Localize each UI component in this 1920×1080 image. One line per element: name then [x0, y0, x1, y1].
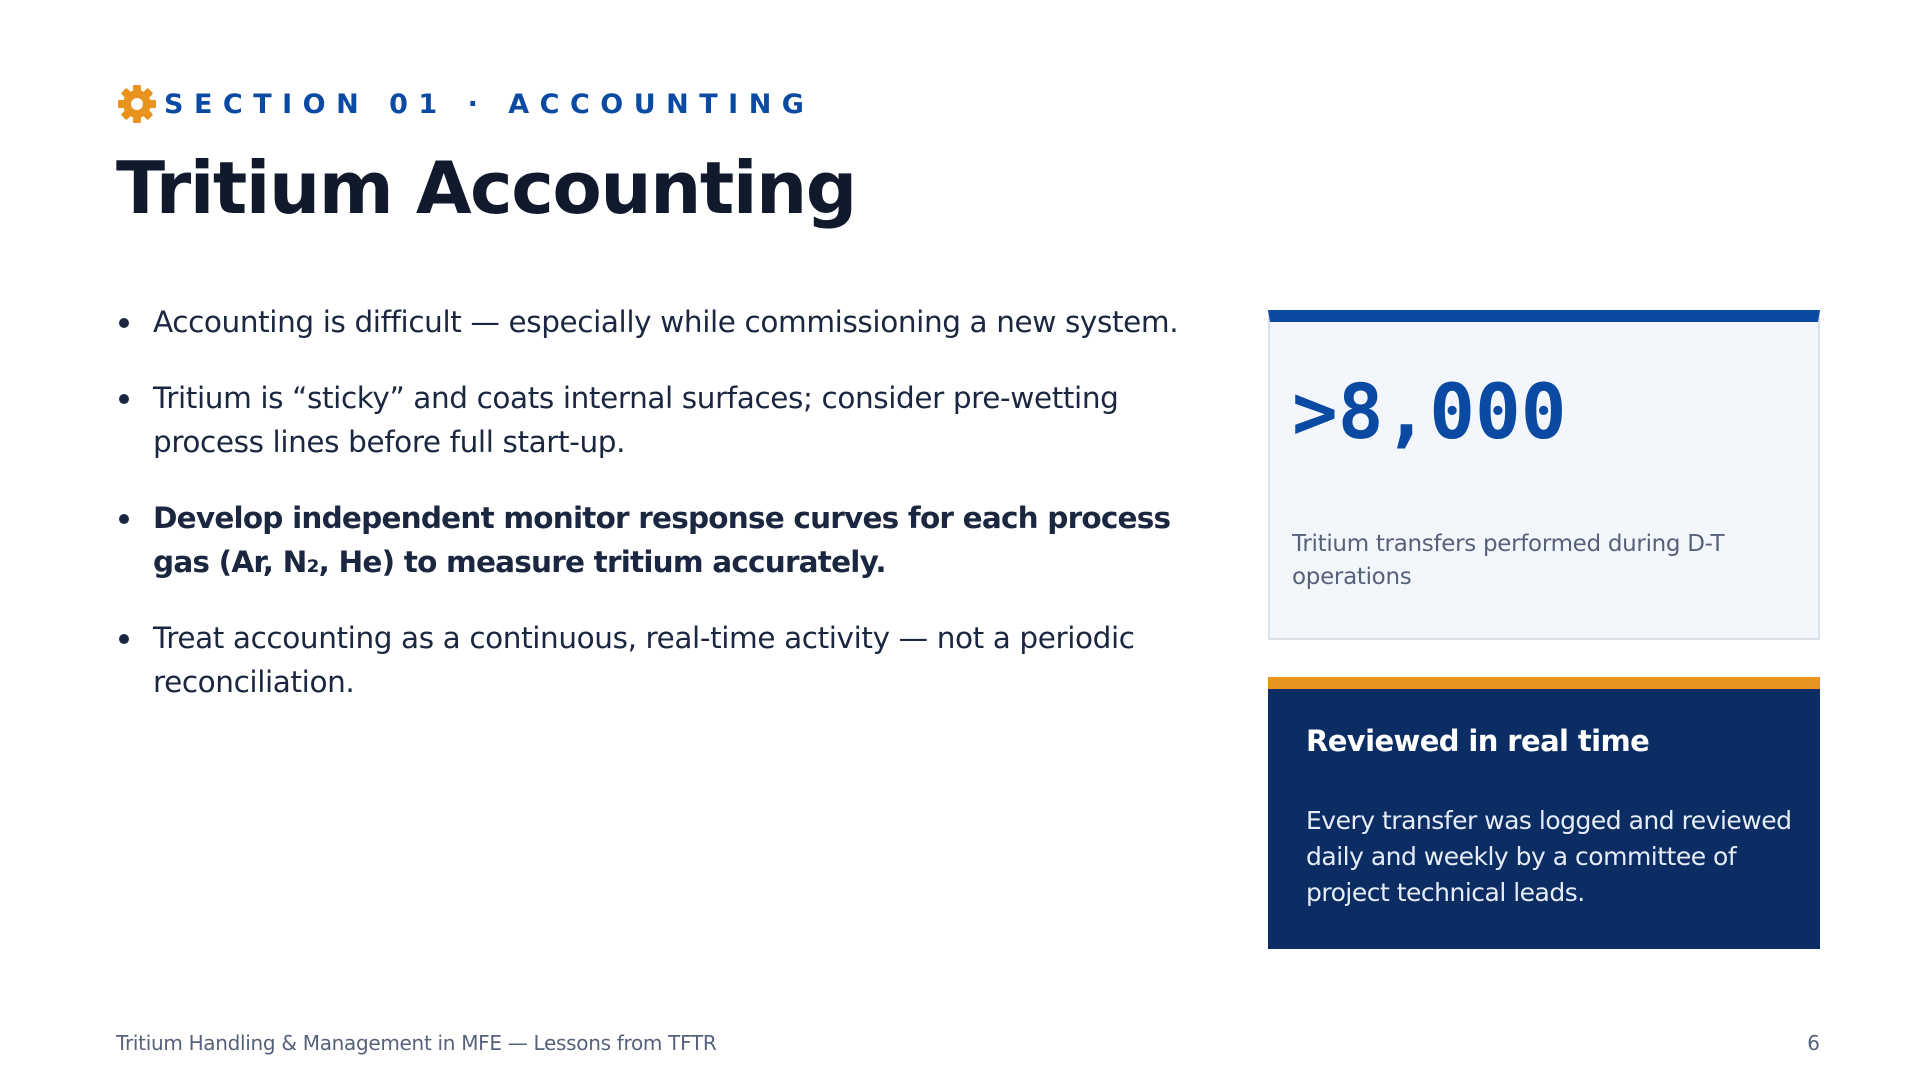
- stat-card: [1268, 310, 1820, 640]
- note-heading: Reviewed in real time: [1306, 724, 1650, 758]
- stat-value: >8,000: [1292, 367, 1567, 456]
- bullet-item-highlight: Develop independent monitor response curves for each process gas (Ar, N₂, He) to measure tritium accurately.: [116, 496, 1186, 584]
- bullet-list: [116, 300, 1186, 736]
- stat-caption: Tritium transfers performed during D-T operations: [1292, 531, 1725, 590]
- section-label: SECTION 01 · ACCOUNTING: [164, 88, 815, 120]
- note-body: Every transfer was logged and reviewed daily and weekly by a committee of project technical leads.: [1306, 806, 1792, 907]
- gear-icon: [116, 83, 158, 125]
- page-number: 6: [1807, 1031, 1820, 1055]
- section-header: [116, 82, 814, 126]
- bullet-item: Tritium is “sticky” and coats internal surfaces; consider pre-wetting process lines before full start-up.: [116, 376, 1186, 464]
- footer-text: Tritium Handling & Management in MFE — Lessons from TFTR: [116, 1031, 717, 1055]
- bullet-item: Accounting is difficult — especially while commissioning a new system.: [116, 300, 1186, 344]
- note-card: [1268, 677, 1820, 949]
- bullet-item: Treat accounting as a continuous, real-time activity — not a periodic reconciliation.: [116, 616, 1186, 704]
- page-title: Tritium Accounting: [116, 146, 856, 230]
